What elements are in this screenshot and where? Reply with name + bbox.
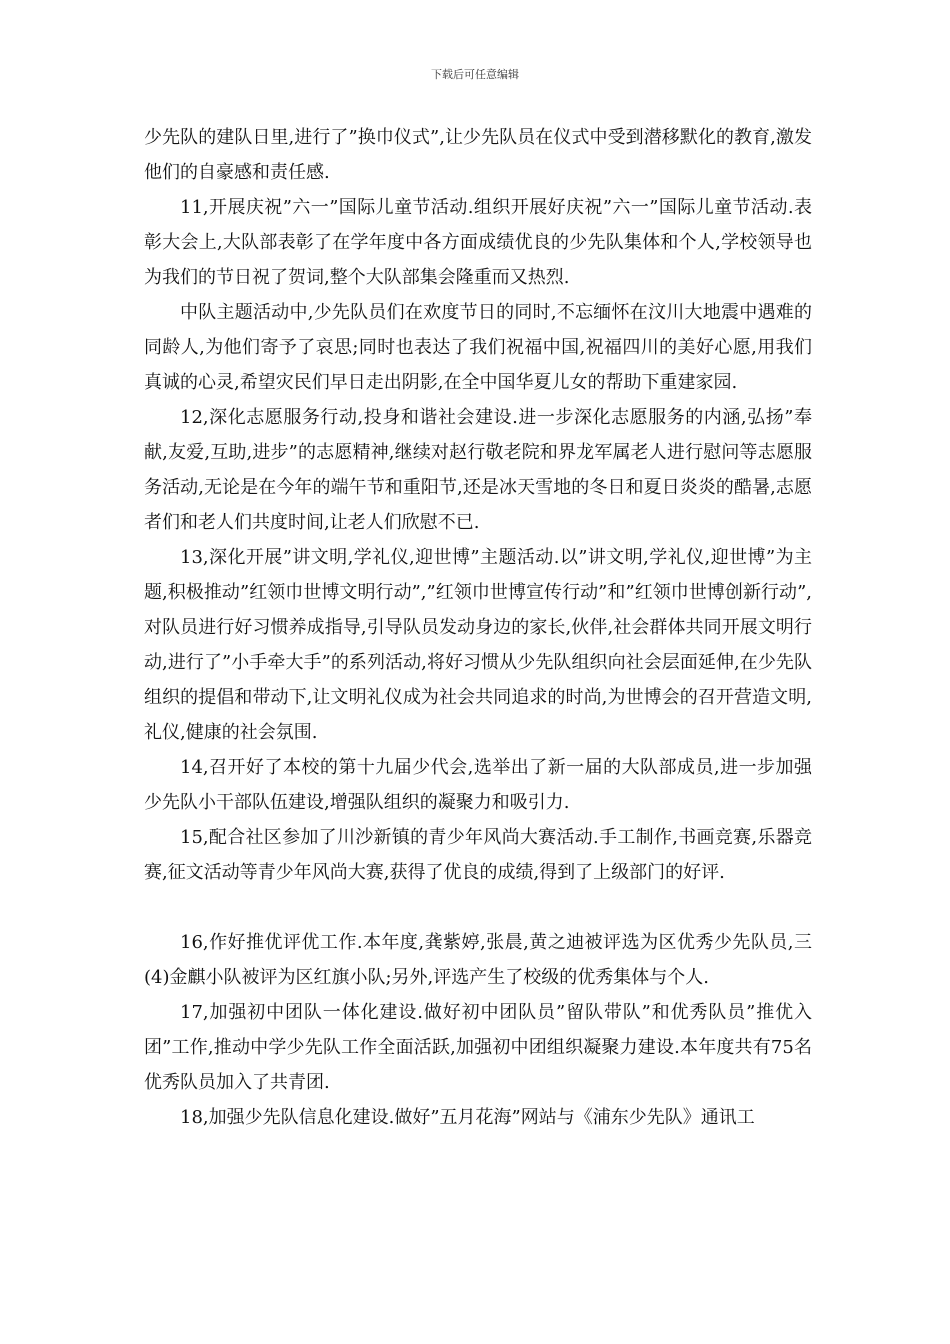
paragraph-item-14: 14,召开好了本校的第十九届少代会,选举出了新一届的大队部成员,进一步加强少先队小干部队伍建设,增强队组织的凝聚力和吸引力. bbox=[144, 757, 812, 813]
page-header-note: 下载后可任意编辑 bbox=[431, 68, 519, 81]
document-body bbox=[144, 120, 812, 1135]
paragraph-squad-activity: 中队主题活动中,少先队员们在欢度节日的同时,不忘缅怀在汶川大地震中遇难的同龄人,为他们寄予了哀思;同时也表达了我们祝福中国,祝福四川的美好心愿,用我们真诚的心灵,希望灾民们早日走出阴影,在全中国华夏儿女的帮助下重建家园. bbox=[144, 302, 812, 393]
paragraph-item-18: 18,加强少先队信息化建设.做好”五月花海”网站与《浦东少先队》通讯工 bbox=[180, 1107, 755, 1128]
paragraph-item-15: 15,配合社区参加了川沙新镇的青少年风尚大赛活动.手工制作,书画竞赛,乐器竞赛,征文活动等青少年风尚大赛,获得了优良的成绩,得到了上级部门的好评. bbox=[144, 827, 812, 883]
paragraph-item-12: 12,深化志愿服务行动,投身和谐社会建设.进一步深化志愿服务的内涵,弘扬”奉献,友爱,互助,进步”的志愿精神,继续对赵行敬老院和界龙军属老人进行慰问等志愿服务活动,无论是在今年的端午节和重阳节,还是冰天雪地的冬日和夏日炎炎的酷暑,志愿者们和老人们共度时间,让老人们欣慰不已. bbox=[144, 407, 812, 533]
paragraph-item-13: 13,深化开展”讲文明,学礼仪,迎世博”主题活动.以”讲文明,学礼仪,迎世博”为主题,积极推动”红领巾世博文明行动”,”红领巾世博宣传行动”和”红领巾世博创新行动”,对队员进行好习惯养成指导,引导队员发动身边的家长,伙伴,社会群体共同开展文明行动,进行了”小手牵大手”的系列活动,将好习惯从少先队组织向社会层面延伸,在少先队组织的提倡和带动下,让文明礼仪成为社会共同追求的时尚,为世博会的召开营造文明,礼仪,健康的社会氛围. bbox=[144, 547, 812, 743]
paragraph-item-17: 17,加强初中团队一体化建设.做好初中团队员”留队带队”和优秀队员”推优入团”工作,推动中学少先队工作全面活跃,加强初中团组织凝聚力建设.本年度共有75名优秀队员加入了共青团. bbox=[144, 1002, 812, 1093]
paragraph-item-11: 11,开展庆祝”六一”国际儿童节活动.组织开展好庆祝”六一”国际儿童节活动.表彰大会上,大队部表彰了在学年度中各方面成绩优良的少先队集体和个人,学校领导也为我们的节日祝了贺词,整个大队部集会隆重而又热烈. bbox=[144, 197, 812, 288]
paragraph-item-16: 16,作好推优评优工作.本年度,龚紫婷,张晨,黄之迪被评选为区优秀少先队员,三(4)金麒小队被评为区红旗小队;另外,评选产生了校级的优秀集体与个人. bbox=[144, 932, 812, 988]
paragraph-continuation: 少先队的建队日里,进行了”换巾仪式”,让少先队员在仪式中受到潜移默化的教育,激发他们的自豪感和责任感. bbox=[144, 127, 812, 183]
